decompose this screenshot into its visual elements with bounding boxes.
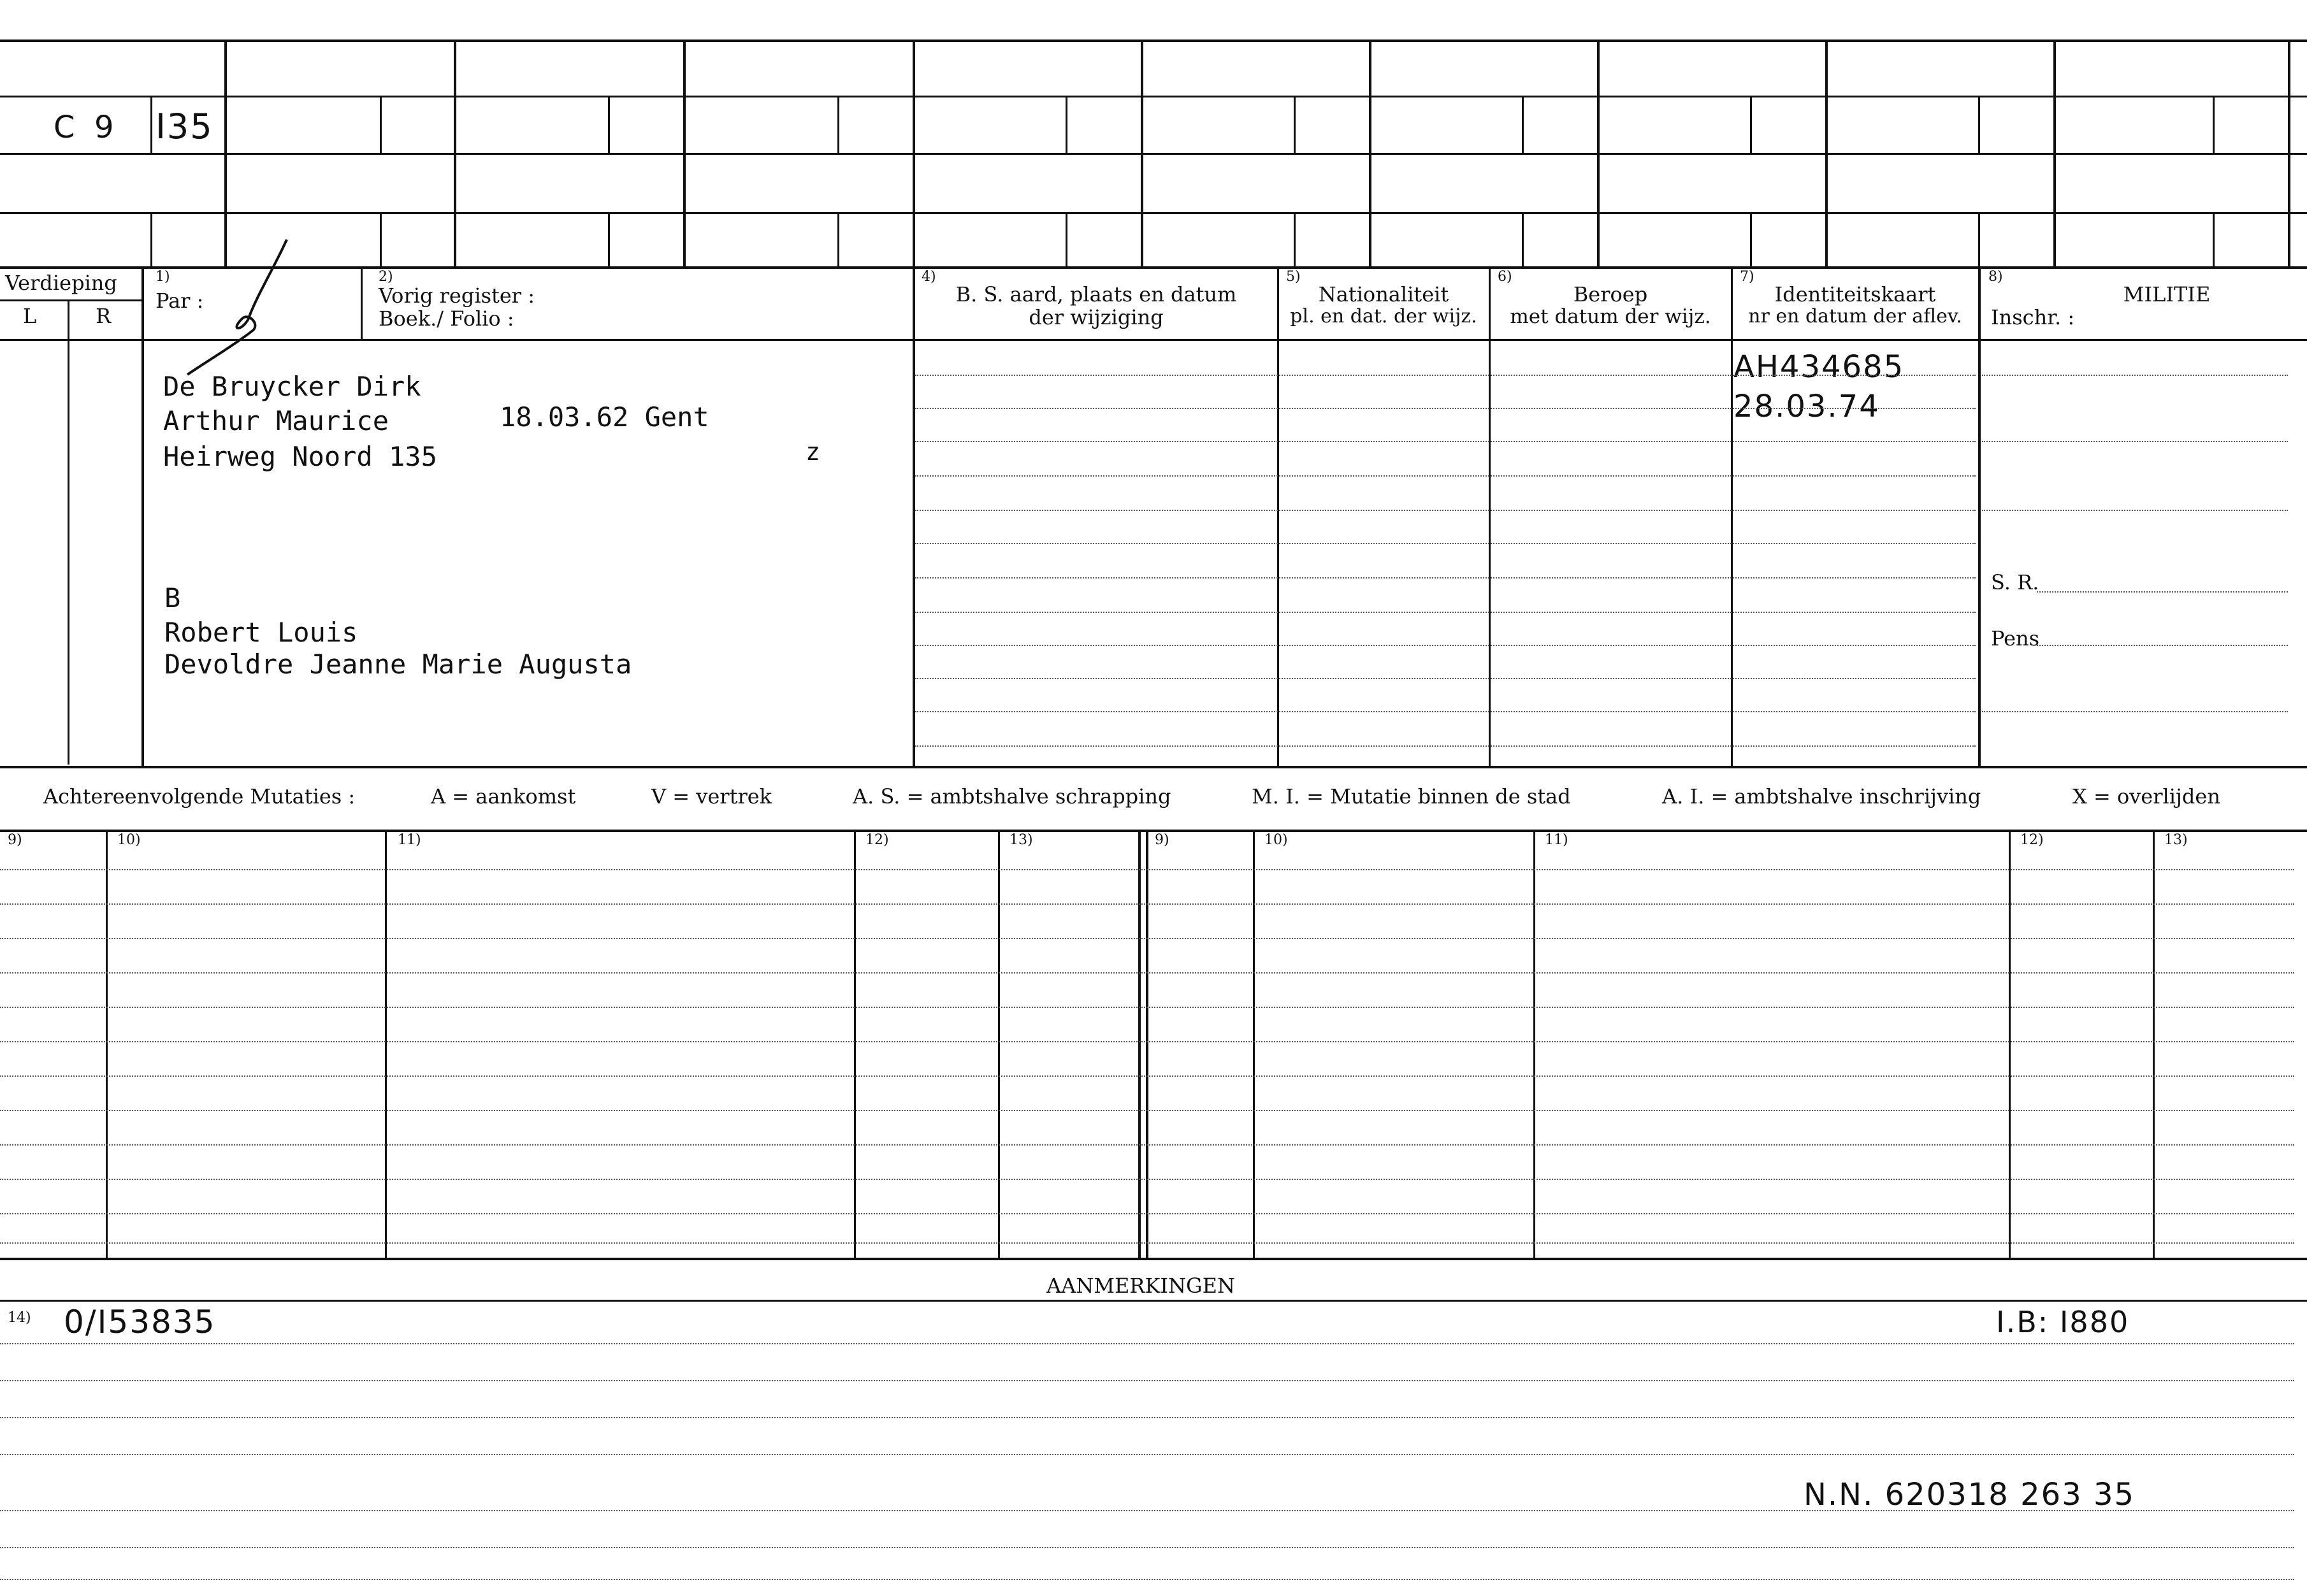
strip-divider: [2053, 41, 2056, 266]
mut-divider: [854, 831, 856, 1258]
mutations-top-rule: [0, 830, 2307, 832]
legend-mutatie-binnen-stad: M. I. = Mutatie binnen de stad: [1252, 784, 1571, 809]
par-signature-mark: [178, 236, 306, 389]
entry-line: [915, 408, 1976, 409]
strip-subdivider: [1066, 213, 1067, 266]
mut-line: [0, 1075, 2294, 1077]
sr-line: [2037, 591, 2288, 593]
remarks-title-rule: [0, 1300, 2307, 1302]
strip-subdivider: [608, 213, 610, 266]
code-letter: C: [54, 110, 76, 145]
mut-line: [0, 1007, 2294, 1008]
strip-subdivider: [2213, 97, 2215, 153]
bs-header-line1: B. S. aard, plaats en datum: [955, 282, 1237, 306]
code-number: 9: [94, 110, 115, 145]
remarks-line: [0, 1417, 2294, 1418]
strip-divider: [454, 41, 456, 266]
remarks-top-rule: [0, 1258, 2307, 1260]
militie-line: [1982, 375, 2288, 376]
mut-col-right-12: 12): [2020, 832, 2044, 848]
mut-divider: [1253, 831, 1255, 1258]
mut-col-left-13: 13): [1009, 832, 1033, 848]
mut-col-right-13: 13): [2164, 832, 2188, 848]
mut-center-divider: [1146, 831, 1148, 1258]
vorig-register-label: Vorig register :: [379, 284, 535, 308]
entry-line: [915, 678, 1976, 679]
entry-line: [915, 441, 1976, 442]
legend-aankomst: A = aankomst: [431, 784, 576, 809]
strip-divider: [1141, 41, 1143, 266]
mut-line: [0, 1213, 2294, 1214]
remarks-nn: N.N. 620318 263 35: [1804, 1477, 2136, 1513]
mut-col-right-10: 10): [1264, 832, 1288, 848]
strip-subdivider: [1522, 213, 1524, 266]
strip-subdivider: [380, 213, 382, 266]
beroep-header-line1: Beroep: [1573, 282, 1648, 306]
sr-label: S. R.: [1991, 570, 2039, 594]
remarks-line: [0, 1380, 2294, 1381]
beroep-header-line2: met datum der wijz.: [1510, 305, 1711, 328]
boek-folio-label: Boek./ Folio :: [379, 306, 514, 331]
id-divider: [1731, 268, 1733, 766]
house-number: I35: [155, 106, 213, 147]
legend-ambtshalve-schrapping: A. S. = ambtshalve schrapping: [853, 784, 1171, 809]
left-label: L: [23, 304, 37, 328]
mut-line: [0, 869, 2294, 870]
body-bottom-rule: [0, 766, 2307, 768]
strip-divider: [1369, 41, 1371, 266]
mut-divider: [106, 831, 108, 1258]
par-label: Par :: [155, 289, 204, 313]
nat-header-line2: pl. en dat. der wijz.: [1290, 305, 1477, 327]
militie-line: [1982, 711, 2288, 712]
col4-number: 4): [922, 269, 936, 285]
militie-label: MILITIE: [2123, 282, 2211, 306]
mut-line: [0, 938, 2294, 939]
mut-line: [0, 1110, 2294, 1111]
remarks-line: [0, 1343, 2294, 1344]
strip-subdivider: [1750, 97, 1752, 153]
entry-line: [915, 711, 1976, 712]
birth-info: 18.03.62 Gent: [500, 401, 709, 433]
mark-z: z: [806, 438, 820, 466]
mut-center-divider: [1138, 831, 1141, 1258]
entry-line: [915, 645, 1976, 646]
mut-divider: [998, 831, 1000, 1258]
militie-divider: [1978, 268, 1981, 766]
lr-divider: [68, 299, 69, 765]
strip-subdivider: [1978, 213, 1980, 266]
right-label: R: [96, 304, 112, 328]
remarks-line: [0, 1579, 2294, 1580]
inschr-label: Inschr. :: [1991, 305, 2075, 329]
mut-line: [0, 903, 2294, 905]
strip-subdivider: [1294, 213, 1296, 266]
pens-line: [2037, 645, 2288, 646]
strip-divider: [2288, 41, 2290, 266]
mother-name: Devoldre Jeanne Marie Augusta: [164, 649, 632, 680]
mut-col-right-9: 9): [1155, 832, 1169, 848]
name-line2: Arthur Maurice: [163, 405, 389, 436]
legend-vertrek: V = vertrek: [651, 784, 772, 809]
mut-col-right-11: 11): [1545, 832, 1568, 848]
mut-divider: [2009, 831, 2011, 1258]
strip-subdivider: [380, 97, 382, 153]
remarks-line: [0, 1547, 2294, 1548]
mutations-title: Achtereenvolgende Mutaties :: [43, 784, 356, 809]
remarks-reference: 0/I53835: [64, 1304, 216, 1341]
militie-line: [1982, 441, 2288, 442]
legend-ambtshalve-inschrijving: A. I. = ambtshalve inschrijving: [1662, 784, 1981, 809]
militie-line: [1982, 510, 2288, 511]
col5-number: 5): [1286, 269, 1301, 285]
header-bottom-rule: [0, 339, 2307, 341]
strip-subdivider: [1978, 97, 1980, 153]
mut-line: [0, 972, 2294, 974]
nat-divider: [1277, 268, 1279, 766]
remarks-ib: I.B: I880: [1996, 1305, 2130, 1339]
entry-line: [915, 612, 1976, 613]
verdieping-split-rule: [0, 299, 141, 301]
id-card-date: 28.03.74: [1733, 389, 1880, 424]
strip-subdivider: [608, 97, 610, 153]
main-divider: [141, 268, 144, 766]
mut-line: [0, 1144, 2294, 1146]
bs-divider: [913, 268, 915, 766]
mut-line: [0, 1041, 2294, 1042]
top-border: [0, 40, 2307, 42]
verdieping-label: Verdieping: [5, 271, 117, 295]
legend-overlijden: X = overlijden: [2072, 784, 2220, 809]
id-header-line2: nr en datum der aflev.: [1748, 305, 1962, 327]
strip-divider: [1597, 41, 1600, 266]
strip-subdivider: [1294, 97, 1296, 153]
father-name: Robert Louis: [164, 617, 358, 648]
header-top-rule: [0, 266, 2307, 269]
bs-header-line2: der wijziging: [1029, 305, 1164, 329]
top-strip-rule: [0, 212, 2307, 214]
mut-col-left-12: 12): [865, 832, 889, 848]
remarks-line: [0, 1510, 2294, 1511]
strip-divider: [224, 41, 227, 266]
strip-subdivider: [1066, 97, 1067, 153]
strip-subdivider: [2213, 213, 2215, 266]
strip-subdivider: [150, 97, 152, 153]
strip-divider: [1825, 41, 1828, 266]
entry-line: [915, 543, 1976, 544]
pens-label: Pens: [1991, 626, 2040, 651]
top-strip-rule: [0, 96, 2307, 97]
strip-subdivider: [1750, 213, 1752, 266]
beroep-divider: [1489, 268, 1491, 766]
nat-header-line1: Nationaliteit: [1318, 282, 1449, 306]
mut-col-left-11: 11): [398, 832, 421, 848]
col7-number: 7): [1740, 269, 1754, 285]
col8-number: 8): [1988, 269, 2003, 285]
id-header-line1: Identiteitskaart: [1774, 282, 1936, 306]
parent-code: B: [164, 582, 181, 614]
mut-divider: [1533, 831, 1535, 1258]
entry-line: [915, 577, 1976, 579]
mut-col-left-10: 10): [117, 832, 141, 848]
strip-subdivider: [837, 97, 839, 153]
mut-divider: [2153, 831, 2155, 1258]
col6-number: 6): [1498, 269, 1512, 285]
entry-line: [915, 475, 1976, 477]
col1-number: 1): [155, 269, 170, 285]
strip-divider: [913, 41, 915, 266]
mut-line: [0, 1242, 2294, 1244]
strip-subdivider: [837, 213, 839, 266]
strip-subdivider: [150, 213, 152, 266]
mut-divider: [385, 831, 387, 1258]
strip-divider: [683, 41, 686, 266]
entry-line: [915, 510, 1976, 511]
mut-col-left-9: 9): [8, 832, 22, 848]
col2-number: 2): [379, 269, 393, 285]
name-line1: De Bruycker Dirk: [163, 371, 421, 402]
remarks-line: [0, 1454, 2294, 1455]
strip-subdivider: [1522, 97, 1524, 153]
remarks-title: AANMERKINGEN: [1046, 1274, 1235, 1298]
remarks-number: 14): [8, 1310, 31, 1326]
id-card-number: AH434685: [1733, 349, 1905, 385]
top-strip-rule: [0, 153, 2307, 155]
mut-line: [0, 1179, 2294, 1180]
address: Heirweg Noord 135: [163, 441, 437, 472]
par-divider: [361, 268, 363, 340]
entry-line: [915, 375, 1976, 376]
entry-line: [915, 745, 1976, 747]
